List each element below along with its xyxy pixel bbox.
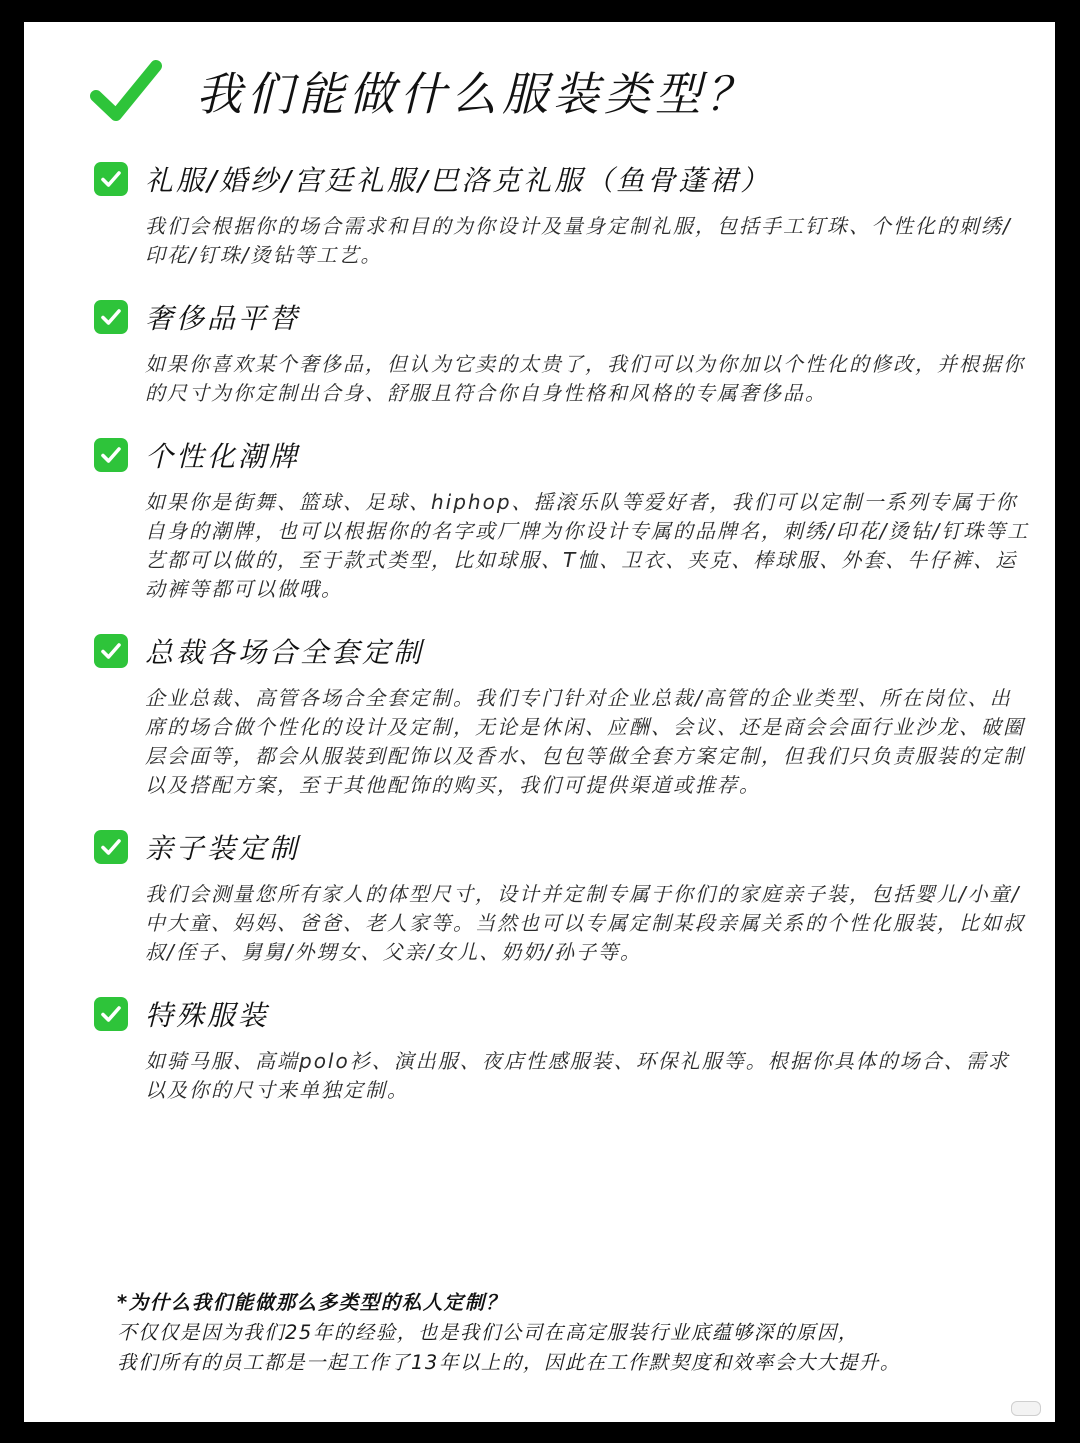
service-item-title: 奢侈品平替 — [145, 302, 301, 335]
footer-answer-line: 不仅仅是因为我们25年的经验，也是我们公司在高定服装行业底蕴够深的原因， — [117, 1321, 859, 1344]
service-item-header — [94, 296, 1034, 338]
service-item — [94, 826, 1034, 967]
footer-answer-line: 我们所有的员工都是一起工作了13年以上的，因此在工作默契度和效率会大大提升。 — [117, 1351, 901, 1374]
check-box-icon — [94, 162, 128, 196]
service-item-description: 我们会测量您所有家人的体型尺寸，设计并定制专属于你们的家庭亲子装，包括婴儿/小童/中大童、妈妈、爸爸、老人家等。当然也可以专属定制某段亲属关系的个性化服装，比如叔叔/侄子、舅舅/外甥女、父亲/女儿、奶奶/孙子等。 — [145, 882, 1025, 964]
service-list — [94, 158, 1034, 1131]
check-box-icon — [94, 300, 128, 334]
check-box-icon — [94, 997, 128, 1031]
service-item-header — [94, 158, 1034, 200]
service-item — [94, 434, 1034, 604]
page-title: 我们能做什么服装类型？ — [196, 67, 757, 121]
service-item-description: 企业总裁、高管各场合全套定制。我们专门针对企业总裁/高管的企业类型、所在岗位、出席的场合做个性化的设计及定制，无论是休闲、应酬、会议、还是商会会面行业沙龙、破圈层会面等，都会从服装到配饰以及香水、包包等做全套方案定制，但我们只负责服装的定制以及搭配方案，至于其他配饰的购买，我们可提供渠道或推荐。 — [145, 686, 1025, 797]
service-item-header — [94, 993, 1034, 1035]
service-item-header — [94, 630, 1034, 672]
check-box-icon — [94, 438, 128, 472]
service-item-title: 亲子装定制 — [145, 832, 301, 865]
service-item — [94, 158, 1034, 270]
content-card — [24, 22, 1055, 1422]
check-box-icon — [94, 830, 128, 864]
service-item — [94, 993, 1034, 1105]
service-item-description: 如骑马服、高端polo衫、演出服、夜店性感服装、环保礼服等。根据你具体的场合、需求以及你的尺寸来单独定制。 — [145, 1049, 1010, 1102]
service-item-title: 个性化潮牌 — [145, 440, 301, 473]
checkmark-icon — [90, 58, 162, 124]
footer-question: *为什么我们能做那么多类型的私人定制？ — [117, 1291, 507, 1314]
service-item — [94, 296, 1034, 408]
service-item-description: 如果你喜欢某个奢侈品，但认为它卖的太贵了，我们可以为你加以个性化的修改，并根据你的尺寸为你定制出合身、舒服且符合你自身性格和风格的专属奢侈品。 — [145, 352, 1025, 405]
service-item — [94, 630, 1034, 800]
check-box-icon — [94, 634, 128, 668]
watermark-badge — [1011, 1401, 1041, 1416]
service-item-title: 礼服/婚纱/宫廷礼服/巴洛克礼服（鱼骨蓬裙） — [145, 164, 772, 197]
service-item-title: 总裁各场合全套定制 — [145, 636, 425, 669]
page-header — [90, 56, 757, 126]
footer-note — [117, 1288, 1037, 1378]
service-item-description: 如果你是街舞、篮球、足球、hiphop、摇滚乐队等爱好者，我们可以定制一系列专属于你自身的潮牌，也可以根据你的名字或厂牌为你设计专属的品牌名，刺绣/印花/烫钻/钉珠等工艺都可以做的，至于款式类型，比如球服、T恤、卫衣、夹克、棒球服、外套、牛仔裤、运动裤等都可以做哦。 — [145, 490, 1030, 601]
service-item-header — [94, 434, 1034, 476]
service-item-description: 我们会根据你的场合需求和目的为你设计及量身定制礼服，包括手工钉珠、个性化的刺绣/印花/钉珠/烫钻等工艺。 — [145, 214, 1012, 267]
service-item-header — [94, 826, 1034, 868]
service-item-title: 特殊服装 — [145, 999, 270, 1032]
